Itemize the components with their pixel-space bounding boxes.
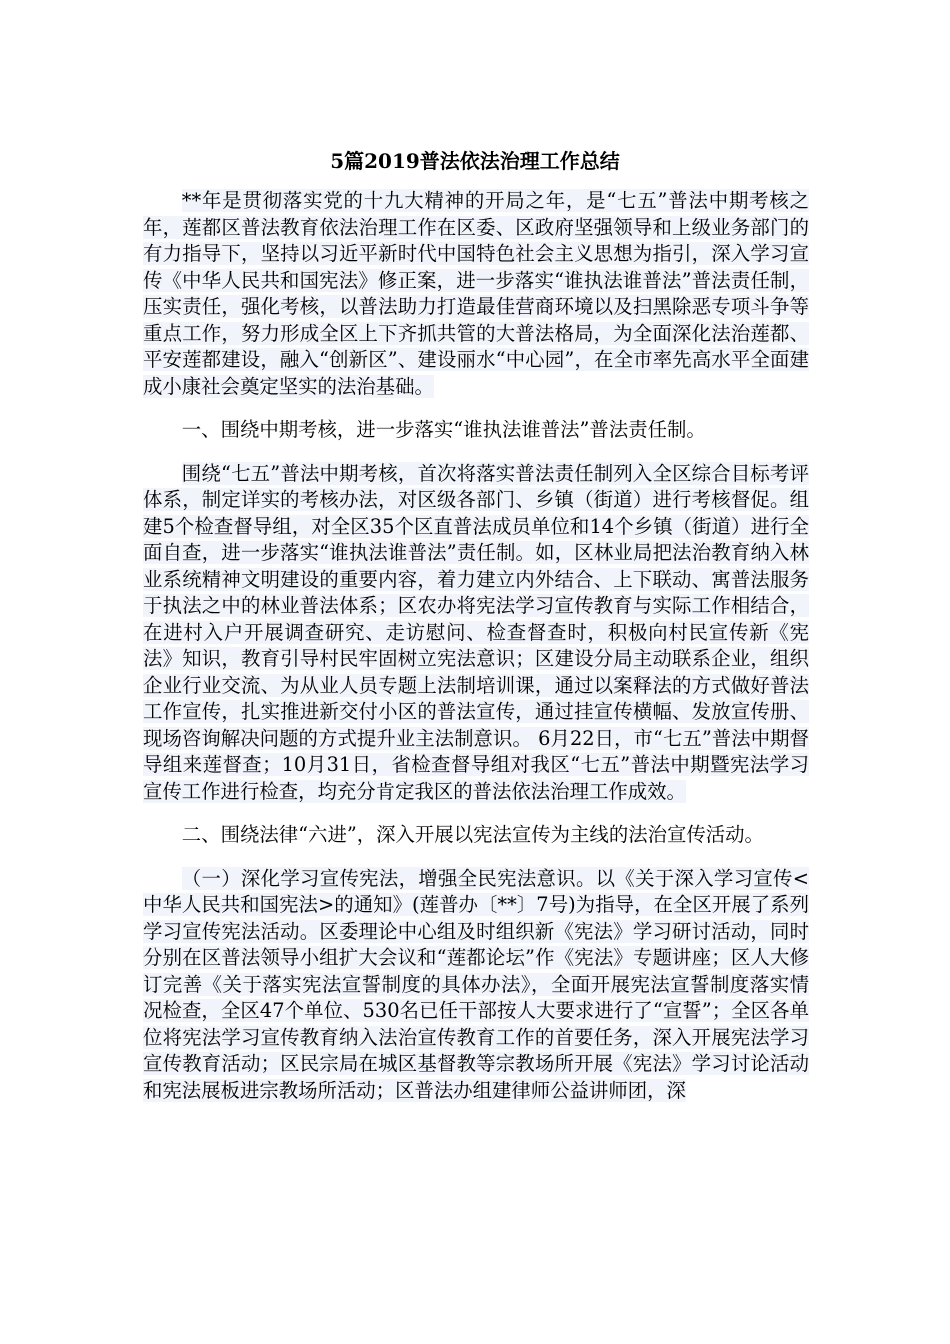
- document-body: [143, 188, 809, 1121]
- paragraph-intro: [143, 188, 809, 400]
- section-heading-1-text: 一、围绕中期考核，进一步落实“谁执法谁普法”普法责任制。: [181, 418, 706, 441]
- document-title: 5篇2019普法依法治理工作总结: [330, 149, 620, 173]
- paragraph-section-1: [143, 461, 809, 806]
- section-heading-2: [143, 822, 809, 849]
- paragraph-intro-text: **年是贯彻落实党的十九大精神的开局之年，是“七五”普法中期考核之年，莲都区普法教育依法治理工作在区委、区政府坚强领导和上级业务部门的有力指导下，坚持以习近平新时代中国特色社会主义思想为指引，深入学习宣传《中华人民共和国宪法》修正案，进一步落实“谁执法谁普法”普法责任制，压实责任，强化考核，以普法助力打造最佳营商环境以及扫黑除恶专项斗争等重点工作，努力形成全区上下齐抓共管的大普法格局，为全面深化法治莲都、平安莲都建设，融入“创新区”、建设丽水“中心园”，在全市率先高水平全面建成小康社会奠定坚实的法治基础。: [143, 189, 809, 398]
- section-heading-1: [143, 417, 809, 444]
- section-heading-2-text: 二、围绕法律“六进”，深入开展以宪法宣传为主线的法治宣传活动。: [181, 823, 764, 846]
- paragraph-section-1-text: 围绕“七五”普法中期考核，首次将落实普法责任制列入全区综合目标考评体系，制定详实的考核办法，对区级各部门、乡镇（街道）进行考核督促。组建5个检查督导组，对全区35个区直普法成员单位和14个乡镇（街道）进行全面自查，进一步落实“谁执法谁普法”责任制。如，区林业局把法治教育纳入林业系统精神文明建设的重要内容，着力建立内外结合、上下联动、寓普法服务于执法之中的林业普法体系；区农办将宪法学习宣传教育与实际工作相结合，在进村入户开展调查研究、走访慰问、检查督查时，积极向村民宣传新《宪法》知识，教育引导村民牢固树立宪法意识；区建设分局主动联系企业，组织企业行业交流、为从业人员专题上法制培训课，通过以案释法的方式做好普法工作宣传，扎实推进新交付小区的普法宣传，通过挂宣传横幅、发放宣传册、现场咨询解决问题的方式提升业主法制意识。 6月22日，市“七五”普法中期督导组来莲督查；10月31日，省检查督导组对我区“七五”普法中期暨宪法学习宣传工作进行检查，均充分肯定我区的普法依法治理工作成效。: [143, 461, 809, 803]
- paragraph-subsection-1-text: （一）深化学习宣传宪法，增强全民宪法意识。以《关于深入学习宣传<中华人民共和国宪法>的通知》(莲普办〔**〕7号)为指导，在全区开展了系列学习宣传宪法活动。区委理论中心组及时组织新《宪法》学习研讨活动，同时分别在区普法领导小组扩大会议和“莲都论坛”作《宪法》专题讲座；区人大修订完善《关于落实宪法宣誓制度的具体办法》，全面开展宪法宣誓制度落实情况检查，全区47个单位、530名已任干部按人大要求进行了“宣誓”；全区各单位将宪法学习宣传教育纳入法治宣传教育工作的首要任务，深入开展宪法学习宣传教育活动；区民宗局在城区基督教等宗教场所开展《宪法》学习讨论活动和宪法展板进宗教场所活动；区普法办组建律师公益讲师团，深: [143, 866, 809, 1102]
- paragraph-subsection-1: [143, 866, 809, 1105]
